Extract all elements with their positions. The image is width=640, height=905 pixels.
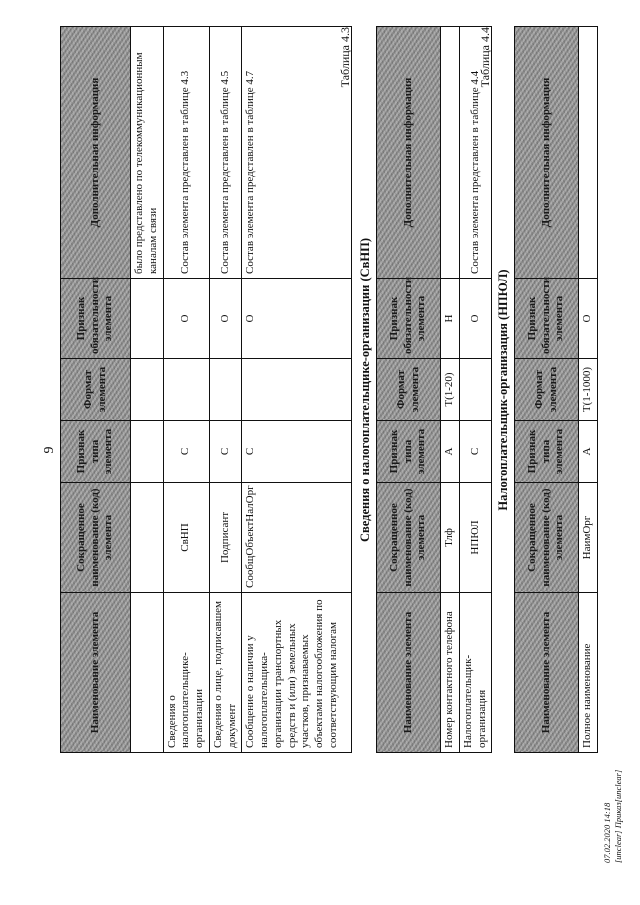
col-header-type: Признак типа элемента: [515, 421, 579, 483]
cell-info: [441, 27, 460, 279]
table-4-3: [376, 26, 492, 753]
cell-required: О: [242, 279, 352, 359]
cell-name: [131, 593, 164, 753]
col-header-required: Признак обязательности элемента: [515, 279, 579, 359]
footer-document-ref: [unclear] Приказ[unclear]: [613, 769, 624, 863]
cell-type: [131, 421, 164, 483]
cell-name: Сообщение о наличии у налогоплательщика-организации транспортных средств и (или) земельных участков, признаваемых объектами налогообложения по соответствующим налогам: [242, 593, 352, 753]
cell-type: А: [441, 421, 460, 483]
table-row: [579, 27, 598, 753]
cell-required: О: [209, 279, 242, 359]
table-header-row: [377, 27, 441, 753]
cell-info: Состав элемента представлен в таблице 4.4: [459, 27, 492, 279]
col-header-format: Формат элемента: [377, 359, 441, 421]
table-header-row: [515, 27, 579, 753]
cell-info: Состав элемента представлен в таблице 4.7: [242, 27, 352, 279]
cell-code: НПЮЛ: [459, 483, 492, 593]
table-4-3-title: Сведения о налогоплательщике-организации (СвНП): [358, 237, 372, 543]
cell-format: T(1-1000): [579, 359, 598, 421]
cell-info: [579, 27, 598, 279]
cell-code: Тлф: [441, 483, 460, 593]
cell-format: T(1-20): [441, 359, 460, 421]
cell-code: СообщОбъектНалОрг: [242, 483, 352, 593]
cell-format: [209, 359, 242, 421]
col-header-type: Признак типа элемента: [377, 421, 441, 483]
table-row: [242, 27, 352, 753]
cell-name: Номер контактного телефона: [441, 593, 460, 753]
col-header-format: Формат элемента: [61, 359, 131, 421]
cell-code: [131, 483, 164, 593]
table-4-4: [514, 26, 598, 753]
cell-type: С: [163, 421, 209, 483]
footer-stamp: [602, 643, 624, 863]
cell-type: С: [242, 421, 352, 483]
col-header-name: Наименование элемента: [377, 593, 441, 753]
cell-required: О: [579, 279, 598, 359]
page-number: 9: [42, 446, 57, 454]
col-header-info: Дополнительная информация: [515, 27, 579, 279]
cell-format: [459, 359, 492, 421]
cell-name: Налогоплательщик-организация: [459, 593, 492, 753]
table-row: [441, 27, 460, 753]
col-header-info: Дополнительная информация: [61, 27, 131, 279]
cell-required: О: [163, 279, 209, 359]
cell-code: Подписант: [209, 483, 242, 593]
col-header-required: Признак обязательности элемента: [61, 279, 131, 359]
cell-name: Полное наименование: [579, 593, 598, 753]
col-header-info: Дополнительная информация: [377, 27, 441, 279]
table-4-4-caption: Таблица 4.4: [478, 27, 492, 88]
cell-format: [242, 359, 352, 421]
cell-required: О: [459, 279, 492, 359]
cell-format: [163, 359, 209, 421]
cell-name: Сведения о лице, подписавшем документ: [209, 593, 242, 753]
cell-type: С: [209, 421, 242, 483]
cell-info: Состав элемента представлен в таблице 4.5: [209, 27, 242, 279]
cell-info: Состав элемента представлен в таблице 4.3: [163, 27, 209, 279]
col-header-code: Сокращенное наименование (код) элемента: [377, 483, 441, 593]
col-header-code: Сокращенное наименование (код) элемента: [61, 483, 131, 593]
table-4-4-title: Налогоплательщик-организация (НПЮЛ): [496, 269, 510, 511]
footer-timestamp: 07.02.2020 14:18: [602, 802, 612, 863]
elements-table-continued: [60, 26, 352, 753]
cell-required: [131, 279, 164, 359]
cell-type: С: [459, 421, 492, 483]
cell-type: А: [579, 421, 598, 483]
cell-code: СвНП: [163, 483, 209, 593]
cell-info: было представлено по телекоммуникационным каналам связи: [131, 27, 164, 279]
cell-format: [131, 359, 164, 421]
col-header-type: Признак типа элемента: [61, 421, 131, 483]
col-header-format: Формат элемента: [515, 359, 579, 421]
col-header-required: Признак обязательности элемента: [377, 279, 441, 359]
table-header-row: [61, 27, 131, 753]
cell-name: Сведения о налогоплательщике-организации: [163, 593, 209, 753]
cell-required: Н: [441, 279, 460, 359]
table-row: [131, 27, 164, 753]
table-row: [163, 27, 209, 753]
col-header-code: Сокращенное наименование (код) элемента: [515, 483, 579, 593]
cell-code: НаимОрг: [579, 483, 598, 593]
col-header-name: Наименование элемента: [61, 593, 131, 753]
table-row: [209, 27, 242, 753]
table-4-3-caption: Таблица 4.3: [338, 27, 352, 88]
col-header-name: Наименование элемента: [515, 593, 579, 753]
